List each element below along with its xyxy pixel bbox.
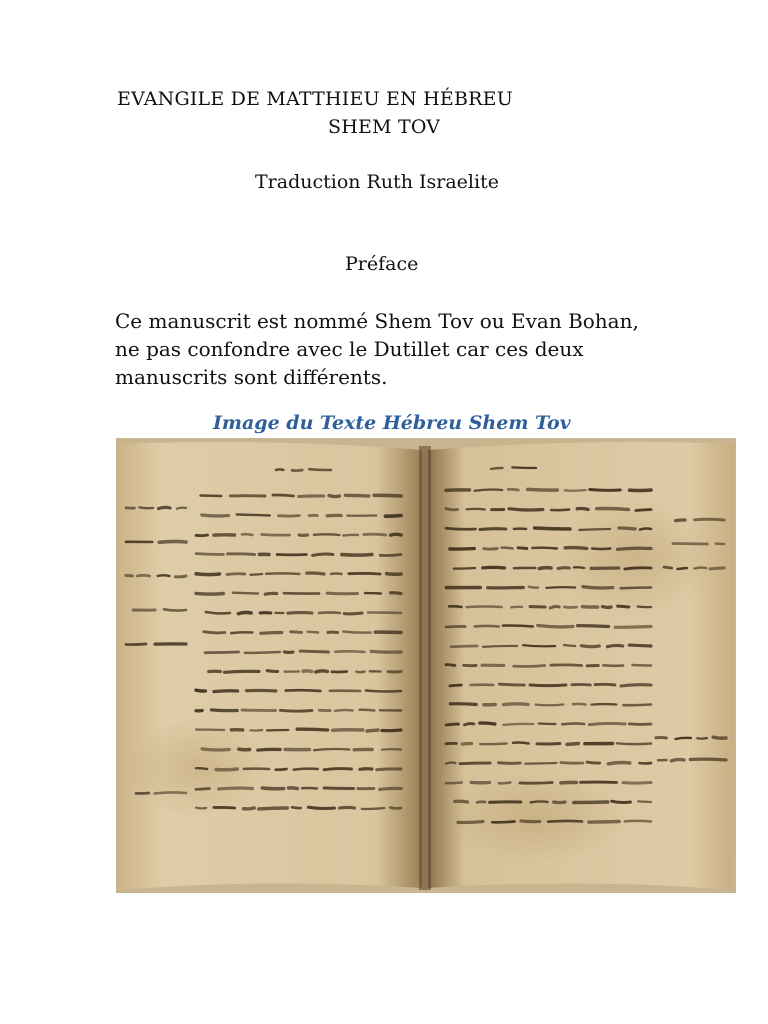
text-stroke bbox=[364, 534, 386, 535]
text-stroke bbox=[214, 807, 235, 808]
manuscript-image bbox=[116, 438, 736, 893]
text-stroke bbox=[574, 567, 584, 568]
text-stroke bbox=[175, 576, 186, 577]
text-stroke bbox=[126, 575, 132, 576]
text-stroke bbox=[196, 768, 207, 769]
document-title-line2: SHEM TOV bbox=[328, 116, 441, 138]
text-stroke bbox=[196, 554, 223, 555]
text-stroke bbox=[342, 555, 372, 556]
text-stroke bbox=[565, 490, 586, 491]
text-stroke bbox=[483, 567, 505, 568]
text-stroke bbox=[518, 548, 527, 549]
text-stroke bbox=[327, 593, 357, 594]
text-stroke bbox=[483, 646, 517, 647]
text-stroke bbox=[621, 685, 651, 686]
preface-heading: Préface bbox=[345, 253, 419, 275]
text-stroke bbox=[382, 730, 401, 731]
text-stroke bbox=[367, 730, 378, 731]
figure-caption: Image du Texte Hébreu Shem Tov bbox=[213, 412, 571, 434]
text-stroke bbox=[451, 646, 477, 647]
text-stroke bbox=[509, 509, 543, 510]
text-stroke bbox=[477, 802, 485, 803]
text-stroke bbox=[583, 587, 613, 588]
text-stroke bbox=[294, 769, 318, 770]
text-stroke bbox=[697, 738, 707, 739]
text-stroke bbox=[578, 626, 609, 627]
text-stroke bbox=[247, 690, 276, 691]
text-stroke bbox=[695, 568, 707, 569]
text-stroke bbox=[224, 671, 259, 672]
text-stroke bbox=[343, 535, 358, 536]
text-stroke bbox=[530, 685, 566, 686]
text-stroke bbox=[237, 515, 270, 516]
text-stroke bbox=[292, 470, 302, 471]
text-stroke bbox=[155, 792, 186, 793]
preface-line: manuscrits sont différents. bbox=[115, 365, 388, 389]
text-stroke bbox=[612, 801, 631, 802]
text-stroke bbox=[265, 593, 276, 594]
text-stroke bbox=[242, 710, 276, 711]
text-stroke bbox=[158, 575, 170, 576]
text-stroke bbox=[159, 507, 171, 508]
text-stroke bbox=[227, 574, 245, 575]
text-stroke bbox=[673, 544, 707, 545]
text-stroke bbox=[710, 568, 724, 569]
text-stroke bbox=[360, 710, 375, 711]
text-stroke bbox=[480, 744, 507, 745]
text-stroke bbox=[201, 496, 222, 497]
text-stroke bbox=[676, 738, 691, 739]
text-stroke bbox=[333, 730, 363, 731]
text-stroke bbox=[360, 769, 372, 770]
text-stroke bbox=[374, 495, 401, 496]
text-stroke bbox=[503, 626, 533, 627]
text-stroke bbox=[513, 743, 529, 744]
text-stroke bbox=[592, 549, 610, 550]
text-stroke bbox=[581, 646, 599, 647]
text-stroke bbox=[233, 593, 258, 594]
text-stroke bbox=[676, 520, 686, 521]
text-stroke bbox=[349, 573, 380, 574]
text-stroke bbox=[529, 587, 538, 588]
text-stroke bbox=[340, 807, 355, 808]
text-stroke bbox=[446, 528, 475, 529]
text-stroke bbox=[521, 821, 540, 822]
text-stroke bbox=[446, 724, 458, 725]
text-stroke bbox=[380, 555, 401, 556]
text-stroke bbox=[535, 528, 571, 529]
text-stroke bbox=[273, 495, 294, 496]
text-stroke bbox=[286, 690, 321, 691]
text-stroke bbox=[314, 749, 349, 750]
text-stroke bbox=[525, 763, 556, 764]
text-stroke bbox=[573, 704, 586, 705]
text-stroke bbox=[554, 802, 566, 803]
text-stroke bbox=[462, 743, 471, 744]
text-stroke bbox=[465, 724, 474, 725]
text-stroke bbox=[331, 574, 341, 575]
text-stroke bbox=[391, 593, 401, 594]
text-stroke bbox=[460, 763, 490, 764]
text-stroke bbox=[206, 612, 230, 613]
text-stroke bbox=[300, 651, 328, 652]
text-stroke bbox=[316, 671, 328, 672]
text-stroke bbox=[574, 802, 608, 803]
text-stroke bbox=[564, 607, 576, 608]
text-stroke bbox=[238, 612, 251, 613]
text-stroke bbox=[285, 652, 293, 653]
text-stroke bbox=[475, 489, 503, 490]
text-stroke bbox=[480, 529, 506, 530]
translation-credit: Traduction Ruth Israelite bbox=[255, 171, 499, 193]
text-stroke bbox=[139, 507, 153, 508]
text-stroke bbox=[202, 515, 229, 516]
text-stroke bbox=[228, 554, 255, 555]
text-stroke bbox=[589, 822, 619, 823]
text-stroke bbox=[335, 651, 364, 652]
text-stroke bbox=[664, 567, 672, 568]
text-stroke bbox=[618, 548, 651, 549]
text-stroke bbox=[343, 632, 370, 633]
text-stroke bbox=[291, 632, 302, 633]
text-stroke bbox=[514, 666, 545, 667]
text-stroke bbox=[164, 609, 186, 610]
text-stroke bbox=[259, 808, 288, 809]
text-stroke bbox=[511, 607, 522, 608]
text-stroke bbox=[625, 821, 651, 822]
text-stroke bbox=[492, 822, 514, 823]
text-stroke bbox=[279, 516, 300, 517]
text-stroke bbox=[713, 737, 726, 738]
text-stroke bbox=[590, 490, 621, 491]
text-stroke bbox=[344, 613, 362, 614]
text-stroke bbox=[528, 489, 558, 490]
text-stroke bbox=[539, 568, 551, 569]
text-stroke bbox=[450, 685, 461, 686]
text-stroke bbox=[624, 705, 652, 706]
text-stroke bbox=[380, 788, 401, 789]
text-stroke bbox=[449, 606, 461, 607]
text-stroke bbox=[346, 495, 369, 496]
text-stroke bbox=[196, 789, 209, 790]
text-stroke bbox=[551, 665, 582, 666]
text-stroke bbox=[324, 769, 351, 770]
text-stroke bbox=[446, 783, 462, 784]
text-stroke bbox=[558, 568, 569, 569]
text-stroke bbox=[308, 632, 319, 633]
text-stroke bbox=[219, 788, 253, 789]
text-stroke bbox=[695, 519, 724, 520]
text-stroke bbox=[196, 808, 206, 809]
text-stroke bbox=[126, 644, 146, 645]
text-stroke bbox=[484, 549, 497, 550]
text-stroke bbox=[633, 665, 652, 666]
text-stroke bbox=[276, 769, 287, 770]
text-stroke bbox=[500, 684, 525, 685]
text-stroke bbox=[640, 528, 651, 529]
text-stroke bbox=[475, 626, 499, 627]
text-stroke bbox=[523, 645, 555, 646]
text-stroke bbox=[446, 665, 455, 666]
text-stroke bbox=[308, 807, 334, 808]
text-stroke bbox=[499, 763, 520, 764]
text-stroke bbox=[595, 684, 615, 685]
text-stroke bbox=[565, 548, 587, 549]
text-stroke bbox=[504, 704, 529, 705]
text-stroke bbox=[177, 508, 186, 509]
text-stroke bbox=[520, 783, 552, 784]
text-stroke bbox=[262, 788, 283, 789]
text-stroke bbox=[202, 749, 229, 750]
text-stroke bbox=[196, 535, 207, 536]
text-stroke bbox=[314, 534, 340, 535]
left-page bbox=[118, 442, 422, 890]
text-stroke bbox=[671, 759, 684, 760]
text-stroke bbox=[450, 704, 476, 705]
preface-line: Ce manuscrit est nommé Shem Tov ou Evan Bohan, bbox=[115, 309, 639, 333]
text-stroke bbox=[239, 749, 250, 750]
text-stroke bbox=[567, 744, 578, 745]
text-stroke bbox=[258, 749, 280, 750]
text-stroke bbox=[242, 534, 252, 535]
text-stroke bbox=[678, 568, 687, 569]
text-stroke bbox=[603, 665, 623, 666]
text-stroke bbox=[387, 574, 402, 575]
text-stroke bbox=[455, 801, 468, 802]
text-stroke bbox=[319, 613, 340, 614]
text-stroke bbox=[307, 573, 324, 574]
text-stroke bbox=[603, 607, 612, 608]
text-stroke bbox=[618, 606, 629, 607]
text-stroke bbox=[251, 574, 263, 575]
text-stroke bbox=[625, 568, 651, 569]
text-stroke bbox=[267, 671, 278, 672]
text-stroke bbox=[243, 808, 254, 809]
text-stroke bbox=[368, 613, 401, 614]
text-stroke bbox=[630, 490, 651, 491]
text-stroke bbox=[638, 801, 651, 802]
text-stroke bbox=[299, 496, 324, 497]
preface-paragraph bbox=[115, 307, 675, 391]
text-stroke bbox=[551, 510, 569, 511]
text-stroke bbox=[216, 769, 237, 770]
text-stroke bbox=[629, 645, 651, 646]
text-stroke bbox=[592, 704, 617, 705]
text-stroke bbox=[503, 724, 533, 725]
text-stroke bbox=[502, 548, 513, 549]
text-stroke bbox=[450, 549, 475, 550]
text-stroke bbox=[250, 730, 262, 731]
text-stroke bbox=[538, 626, 573, 627]
text-stroke bbox=[539, 724, 556, 725]
text-stroke bbox=[608, 763, 629, 764]
text-stroke bbox=[280, 710, 312, 711]
text-stroke bbox=[562, 724, 584, 725]
text-stroke bbox=[607, 645, 622, 646]
text-stroke bbox=[196, 593, 223, 594]
text-stroke bbox=[366, 691, 401, 692]
text-stroke bbox=[690, 759, 726, 760]
text-stroke bbox=[512, 467, 536, 468]
text-stroke bbox=[297, 729, 327, 730]
text-stroke bbox=[561, 763, 583, 764]
text-stroke bbox=[205, 652, 238, 653]
text-stroke bbox=[446, 762, 456, 763]
text-stroke bbox=[313, 554, 333, 555]
text-stroke bbox=[619, 528, 635, 529]
text-stroke bbox=[587, 762, 600, 763]
text-stroke bbox=[385, 516, 401, 517]
text-stroke bbox=[467, 509, 485, 510]
text-stroke bbox=[536, 705, 564, 706]
preface-line: ne pas confondre avec le Dutillet car ces deux bbox=[115, 337, 584, 361]
text-stroke bbox=[564, 645, 575, 646]
text-stroke bbox=[262, 535, 290, 536]
text-stroke bbox=[617, 743, 651, 744]
text-stroke bbox=[548, 821, 582, 822]
text-stroke bbox=[532, 548, 557, 549]
text-stroke bbox=[621, 588, 651, 589]
text-stroke bbox=[196, 690, 205, 691]
text-stroke bbox=[579, 529, 610, 530]
text-stroke bbox=[382, 749, 401, 750]
text-stroke bbox=[211, 710, 237, 711]
text-stroke bbox=[245, 652, 280, 653]
text-stroke bbox=[615, 627, 651, 628]
text-stroke bbox=[638, 607, 651, 608]
text-stroke bbox=[324, 788, 353, 789]
text-stroke bbox=[335, 710, 353, 711]
text-stroke bbox=[623, 783, 651, 784]
text-stroke bbox=[508, 489, 518, 490]
text-stroke bbox=[204, 632, 225, 633]
document-title: EVANGILE DE MATTHIEU EN HÉBREU bbox=[117, 88, 513, 110]
text-stroke bbox=[597, 508, 629, 509]
text-stroke bbox=[390, 807, 401, 808]
text-stroke bbox=[362, 808, 384, 809]
text-stroke bbox=[467, 607, 502, 608]
book-gutter bbox=[419, 446, 431, 890]
text-stroke bbox=[629, 724, 651, 725]
text-stroke bbox=[137, 575, 149, 576]
text-stroke bbox=[289, 788, 298, 789]
text-stroke bbox=[446, 490, 470, 491]
text-stroke bbox=[196, 574, 219, 575]
text-stroke bbox=[589, 723, 625, 724]
text-stroke bbox=[377, 769, 401, 770]
text-stroke bbox=[371, 651, 401, 652]
text-stroke bbox=[214, 691, 238, 692]
text-stroke bbox=[391, 534, 401, 535]
text-stroke bbox=[446, 509, 458, 510]
text-stroke bbox=[261, 633, 282, 634]
text-stroke bbox=[266, 573, 299, 574]
text-stroke bbox=[636, 510, 651, 511]
text-stroke bbox=[454, 568, 475, 569]
text-stroke bbox=[550, 606, 559, 608]
text-stroke bbox=[329, 496, 339, 497]
text-stroke bbox=[577, 509, 588, 510]
text-stroke bbox=[446, 626, 465, 627]
text-stroke bbox=[656, 737, 666, 738]
text-stroke bbox=[458, 822, 483, 823]
text-stroke bbox=[288, 613, 312, 614]
text-stroke bbox=[276, 469, 283, 470]
text-stroke bbox=[356, 672, 364, 673]
text-stroke bbox=[546, 587, 575, 588]
text-stroke bbox=[292, 807, 301, 808]
text-stroke bbox=[491, 468, 502, 469]
text-stroke bbox=[309, 469, 331, 470]
text-stroke bbox=[231, 632, 252, 633]
text-stroke bbox=[480, 723, 495, 724]
text-stroke bbox=[499, 783, 511, 784]
text-stroke bbox=[303, 671, 312, 672]
text-stroke bbox=[159, 541, 186, 542]
text-stroke bbox=[531, 801, 548, 802]
